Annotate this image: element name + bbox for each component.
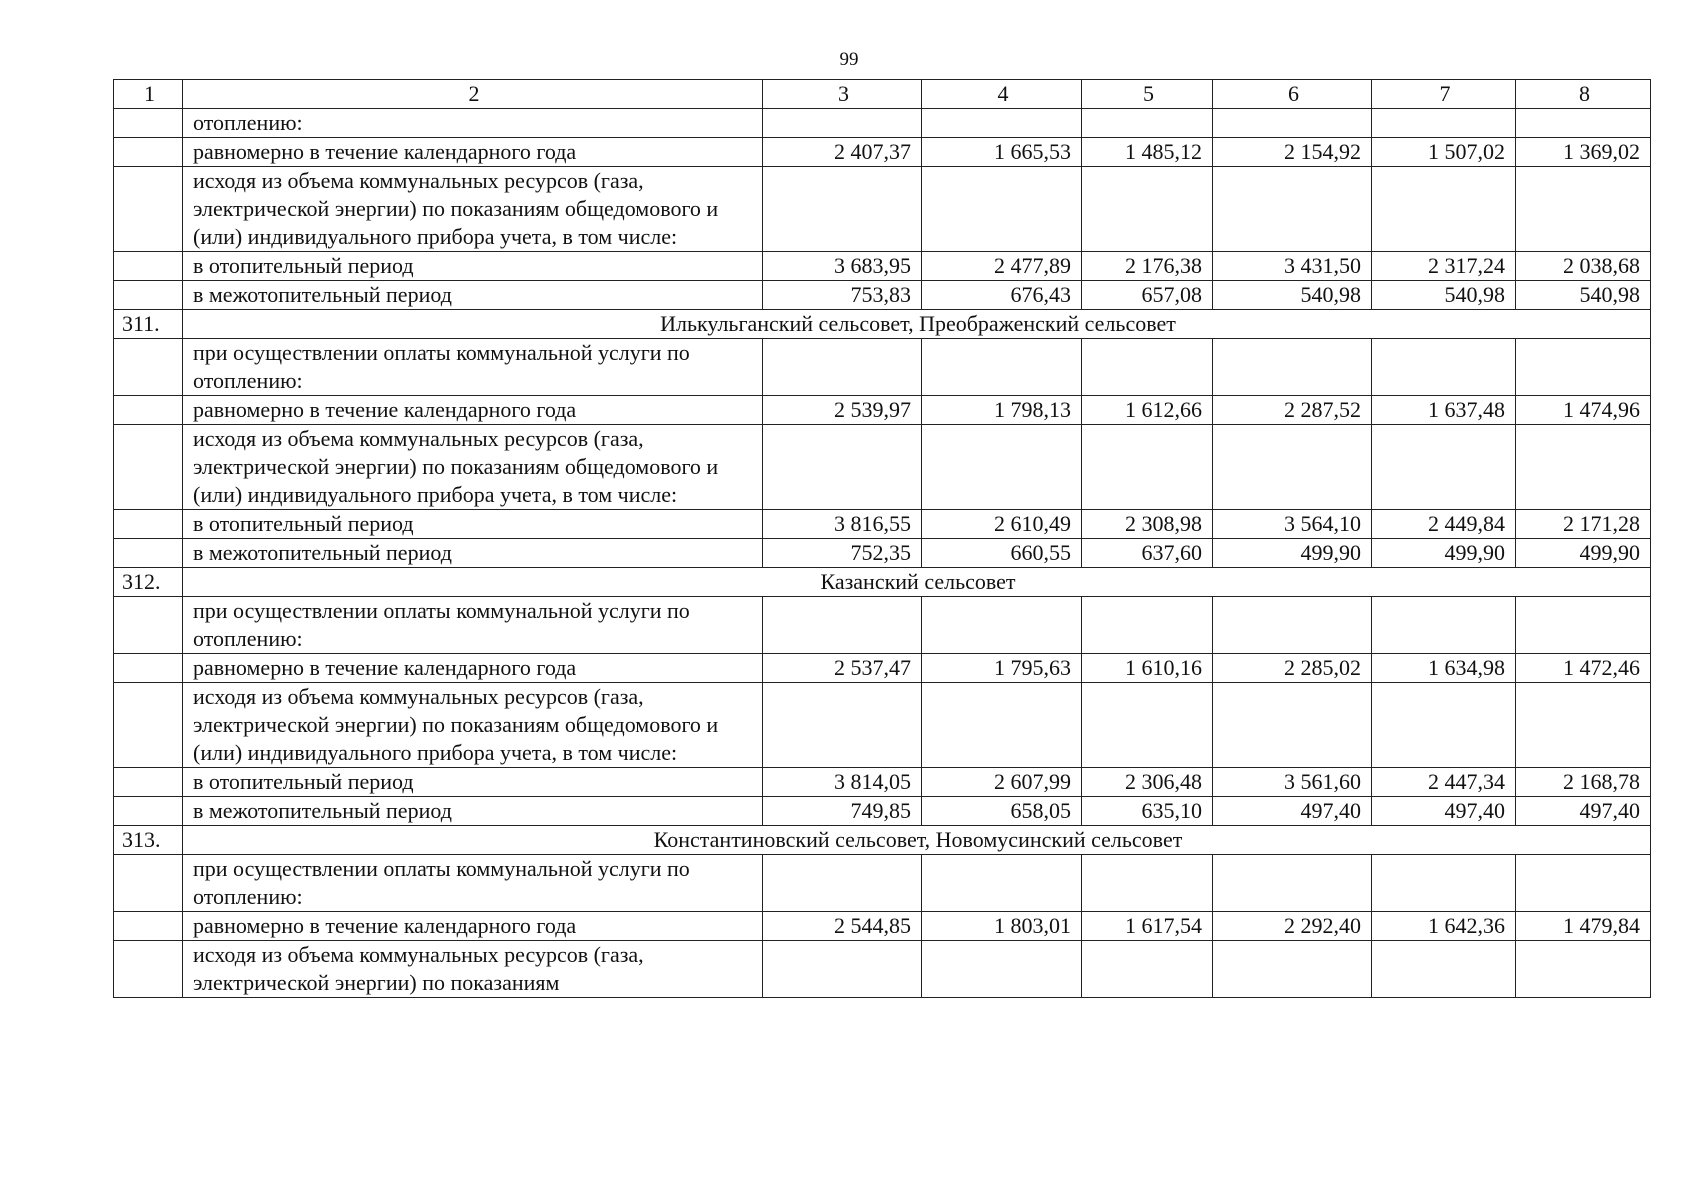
value-cell: 499,90 [1372, 539, 1516, 568]
row-number [114, 855, 183, 912]
value-cell [922, 597, 1082, 654]
row-number [114, 912, 183, 941]
page-number: 99 [839, 49, 859, 70]
value-cell: 1 617,54 [1082, 912, 1213, 941]
row-description: при осуществлении оплаты коммунальной услуги по отоплению: [183, 339, 763, 396]
column-header: 6 [1213, 80, 1372, 109]
value-cell: 2 171,28 [1516, 510, 1651, 539]
column-header: 8 [1516, 80, 1651, 109]
value-cell: 660,55 [922, 539, 1082, 568]
value-cell: 1 612,66 [1082, 396, 1213, 425]
row-description: равномерно в течение календарного года [183, 912, 763, 941]
value-cell: 2 447,34 [1372, 768, 1516, 797]
row-number [114, 597, 183, 654]
column-header: 7 [1372, 80, 1516, 109]
value-cell [1372, 855, 1516, 912]
value-cell [1213, 109, 1372, 138]
value-cell [922, 855, 1082, 912]
value-cell: 749,85 [763, 797, 922, 826]
value-cell [1082, 941, 1213, 998]
value-cell: 499,90 [1516, 539, 1651, 568]
row-description: исходя из объема коммунальных ресурсов (газа, электрической энергии) по показаниям [183, 941, 763, 998]
table-body [114, 80, 1651, 998]
table-row [114, 510, 1651, 539]
value-cell: 1 474,96 [1516, 396, 1651, 425]
value-cell [1516, 597, 1651, 654]
value-cell: 3 683,95 [763, 252, 922, 281]
row-number [114, 252, 183, 281]
value-cell [922, 167, 1082, 252]
value-cell [1213, 941, 1372, 998]
value-cell: 2 544,85 [763, 912, 922, 941]
table-row [114, 396, 1651, 425]
value-cell: 1 803,01 [922, 912, 1082, 941]
value-cell: 676,43 [922, 281, 1082, 310]
table-row [114, 797, 1651, 826]
value-cell [1372, 683, 1516, 768]
row-description: равномерно в течение календарного года [183, 396, 763, 425]
value-cell [763, 597, 922, 654]
table-row [114, 167, 1651, 252]
value-cell [1516, 167, 1651, 252]
value-cell [1213, 425, 1372, 510]
table-row [114, 339, 1651, 396]
value-cell: 540,98 [1372, 281, 1516, 310]
table-row [114, 425, 1651, 510]
column-header: 1 [114, 80, 183, 109]
value-cell: 2 449,84 [1372, 510, 1516, 539]
table-row [114, 138, 1651, 167]
value-cell: 2 154,92 [1213, 138, 1372, 167]
row-description: при осуществлении оплаты коммунальной услуги по отоплению: [183, 855, 763, 912]
row-number [114, 167, 183, 252]
row-description: в отопительный период [183, 510, 763, 539]
row-number [114, 396, 183, 425]
value-cell: 2 287,52 [1213, 396, 1372, 425]
value-cell: 2 537,47 [763, 654, 922, 683]
value-cell: 1 472,46 [1516, 654, 1651, 683]
value-cell [1213, 167, 1372, 252]
value-cell [1213, 597, 1372, 654]
row-number: 312. [114, 568, 183, 597]
section-heading-row [114, 568, 1651, 597]
value-cell [1082, 425, 1213, 510]
value-cell [1372, 167, 1516, 252]
value-cell [922, 941, 1082, 998]
row-number [114, 281, 183, 310]
row-number [114, 683, 183, 768]
value-cell: 497,40 [1516, 797, 1651, 826]
row-description: в межотопительный период [183, 281, 763, 310]
value-cell: 2 038,68 [1516, 252, 1651, 281]
value-cell: 1 479,84 [1516, 912, 1651, 941]
value-cell [1372, 597, 1516, 654]
row-number: 313. [114, 826, 183, 855]
value-cell [1082, 167, 1213, 252]
tariff-table [113, 79, 1651, 998]
column-header: 2 [183, 80, 763, 109]
value-cell: 658,05 [922, 797, 1082, 826]
value-cell: 2 539,97 [763, 396, 922, 425]
value-cell: 2 610,49 [922, 510, 1082, 539]
table-row [114, 252, 1651, 281]
value-cell: 2 306,48 [1082, 768, 1213, 797]
value-cell: 753,83 [763, 281, 922, 310]
value-cell [1516, 683, 1651, 768]
row-number [114, 768, 183, 797]
value-cell: 637,60 [1082, 539, 1213, 568]
section-heading-row [114, 826, 1651, 855]
value-cell [1213, 683, 1372, 768]
value-cell: 499,90 [1213, 539, 1372, 568]
value-cell: 1 507,02 [1372, 138, 1516, 167]
row-description: при осуществлении оплаты коммунальной услуги по отоплению: [183, 597, 763, 654]
table-row [114, 654, 1651, 683]
value-cell: 540,98 [1213, 281, 1372, 310]
value-cell: 1 369,02 [1516, 138, 1651, 167]
value-cell [1516, 109, 1651, 138]
value-cell: 3 561,60 [1213, 768, 1372, 797]
table-row [114, 109, 1651, 138]
value-cell [1372, 941, 1516, 998]
value-cell: 1 795,63 [922, 654, 1082, 683]
table-row [114, 941, 1651, 998]
table-row [114, 539, 1651, 568]
value-cell: 1 642,36 [1372, 912, 1516, 941]
column-header: 5 [1082, 80, 1213, 109]
row-number [114, 510, 183, 539]
value-cell: 2 308,98 [1082, 510, 1213, 539]
table-row [114, 281, 1651, 310]
value-cell [763, 109, 922, 138]
value-cell: 1 610,16 [1082, 654, 1213, 683]
row-number [114, 539, 183, 568]
value-cell [763, 941, 922, 998]
value-cell: 497,40 [1213, 797, 1372, 826]
row-description: равномерно в течение календарного года [183, 654, 763, 683]
value-cell [1213, 855, 1372, 912]
value-cell [922, 339, 1082, 396]
value-cell: 3 564,10 [1213, 510, 1372, 539]
value-cell: 3 431,50 [1213, 252, 1372, 281]
value-cell: 2 168,78 [1516, 768, 1651, 797]
value-cell [922, 683, 1082, 768]
value-cell [763, 855, 922, 912]
column-header: 4 [922, 80, 1082, 109]
row-number: 311. [114, 310, 183, 339]
value-cell [1213, 339, 1372, 396]
row-number [114, 425, 183, 510]
row-description: в отопительный период [183, 252, 763, 281]
value-cell [1372, 109, 1516, 138]
row-description: исходя из объема коммунальных ресурсов (газа, электрической энергии) по показаниям общедомового и (или) индивидуального прибора учета, в том числе: [183, 425, 763, 510]
section-title: Казанский сельсовет [183, 568, 1651, 597]
value-cell: 1 665,53 [922, 138, 1082, 167]
value-cell [922, 109, 1082, 138]
row-description: в отопительный период [183, 768, 763, 797]
value-cell [1082, 683, 1213, 768]
row-number [114, 797, 183, 826]
column-header: 3 [763, 80, 922, 109]
value-cell [1372, 339, 1516, 396]
value-cell: 2 285,02 [1213, 654, 1372, 683]
table-row [114, 855, 1651, 912]
row-number [114, 339, 183, 396]
row-description: равномерно в течение календарного года [183, 138, 763, 167]
value-cell: 657,08 [1082, 281, 1213, 310]
value-cell: 2 607,99 [922, 768, 1082, 797]
value-cell [1516, 855, 1651, 912]
value-cell: 2 407,37 [763, 138, 922, 167]
row-number [114, 109, 183, 138]
row-description: в межотопительный период [183, 539, 763, 568]
value-cell: 2 176,38 [1082, 252, 1213, 281]
value-cell: 635,10 [1082, 797, 1213, 826]
value-cell [763, 683, 922, 768]
value-cell [1082, 109, 1213, 138]
value-cell [1516, 339, 1651, 396]
row-number [114, 941, 183, 998]
table-row [114, 597, 1651, 654]
value-cell [763, 425, 922, 510]
table-row [114, 768, 1651, 797]
section-title: Константиновский сельсовет, Новомусинский сельсовет [183, 826, 1651, 855]
value-cell: 540,98 [1516, 281, 1651, 310]
value-cell [922, 425, 1082, 510]
row-description: в межотопительный период [183, 797, 763, 826]
value-cell: 497,40 [1372, 797, 1516, 826]
value-cell [1082, 855, 1213, 912]
value-cell: 1 485,12 [1082, 138, 1213, 167]
value-cell: 2 477,89 [922, 252, 1082, 281]
value-cell: 1 634,98 [1372, 654, 1516, 683]
value-cell: 3 814,05 [763, 768, 922, 797]
section-title: Илькульганский сельсовет, Преображенский сельсовет [183, 310, 1651, 339]
value-cell [1372, 425, 1516, 510]
value-cell: 2 292,40 [1213, 912, 1372, 941]
value-cell [1516, 425, 1651, 510]
row-number [114, 654, 183, 683]
section-heading-row [114, 310, 1651, 339]
value-cell [1516, 941, 1651, 998]
value-cell: 3 816,55 [763, 510, 922, 539]
table-row [114, 912, 1651, 941]
value-cell [763, 167, 922, 252]
value-cell: 2 317,24 [1372, 252, 1516, 281]
row-description: отоплению: [183, 109, 763, 138]
table-header-row [114, 80, 1651, 109]
value-cell: 1 798,13 [922, 396, 1082, 425]
row-number [114, 138, 183, 167]
row-description: исходя из объема коммунальных ресурсов (газа, электрической энергии) по показаниям общедомового и (или) индивидуального прибора учета, в том числе: [183, 167, 763, 252]
table-row [114, 683, 1651, 768]
value-cell [1082, 339, 1213, 396]
value-cell: 1 637,48 [1372, 396, 1516, 425]
value-cell: 752,35 [763, 539, 922, 568]
row-description: исходя из объема коммунальных ресурсов (газа, электрической энергии) по показаниям общедомового и (или) индивидуального прибора учета, в том числе: [183, 683, 763, 768]
value-cell [763, 339, 922, 396]
value-cell [1082, 597, 1213, 654]
